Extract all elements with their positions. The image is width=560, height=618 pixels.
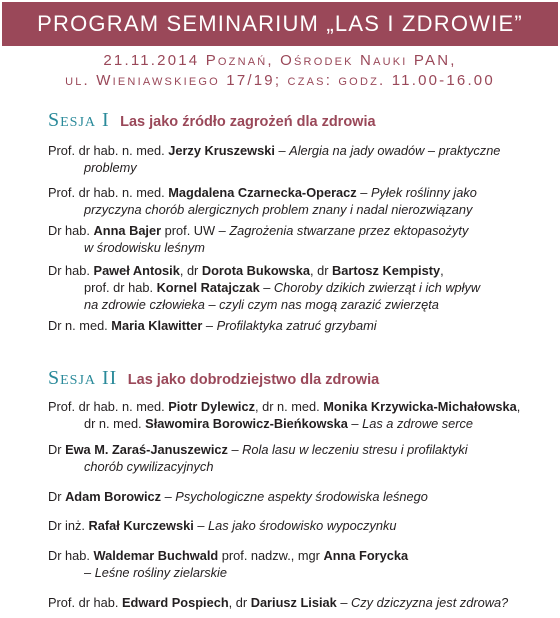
entry-line bbox=[48, 143, 500, 158]
entry-line bbox=[48, 548, 408, 563]
entry-text: Prof. dr hab. n. med. bbox=[48, 143, 169, 158]
program-entry bbox=[48, 142, 548, 176]
title-banner bbox=[2, 2, 558, 46]
speaker-name: Maria Klawitter bbox=[111, 318, 203, 333]
speaker-name: Rafał Kurczewski bbox=[88, 518, 194, 533]
entry-line bbox=[48, 442, 468, 457]
session-heading-2 bbox=[48, 367, 379, 390]
speaker-name: Edward Pospiech bbox=[121, 595, 229, 610]
entry-text: , bbox=[516, 399, 521, 414]
entry-text: Dr hab. bbox=[48, 223, 94, 238]
entry-line bbox=[48, 399, 520, 414]
entry-text: Dr hab. bbox=[48, 548, 94, 563]
program-entry bbox=[48, 488, 548, 505]
entry-text: Prof. dr hab. n. med. bbox=[48, 399, 169, 414]
entry-text: – bbox=[274, 143, 290, 158]
talk-title: Czy dziczyzna jest zdrowa? bbox=[351, 595, 509, 610]
event-date-place: 21.11.2014 Poznań, Ośrodek Nauki PAN, bbox=[103, 52, 457, 69]
program-entry bbox=[48, 222, 548, 256]
program-entry bbox=[48, 547, 548, 581]
entry-text: – bbox=[193, 518, 209, 533]
entry-text: , dr bbox=[309, 263, 333, 278]
entry-text: – bbox=[336, 595, 351, 610]
talk-title: na zdrowie człowieka – czyli czym nas mogą zarazić zwierzęta bbox=[84, 297, 439, 312]
entry-text: , dr bbox=[179, 263, 202, 278]
entry-text: – bbox=[161, 489, 176, 504]
entry-text: dr n. med. bbox=[84, 416, 146, 431]
session-heading-1 bbox=[48, 109, 376, 132]
entry-text: – bbox=[202, 318, 217, 333]
entry-text: prof. nadzw., mgr bbox=[218, 548, 324, 563]
speaker-name: Magdalena Czarnecka-Operacz bbox=[168, 185, 357, 200]
entry-text: Dr n. med. bbox=[48, 318, 112, 333]
entry-text: Prof. dr hab. n. med. bbox=[48, 185, 169, 200]
entry-continuation bbox=[48, 564, 548, 581]
entry-text: , dr n. med. bbox=[254, 399, 324, 414]
entry-text: – bbox=[227, 442, 243, 457]
entry-line bbox=[48, 185, 477, 200]
program-entry bbox=[48, 517, 548, 534]
session-title: Las jako źródło zagrożeń dla zdrowia bbox=[120, 114, 376, 130]
talk-title: Leśne rośliny zielarskie bbox=[94, 565, 227, 580]
speaker-name: Adam Borowicz bbox=[65, 489, 162, 504]
talk-title: Psychologiczne aspekty środowiska leśnego bbox=[175, 489, 428, 504]
program-entry bbox=[48, 317, 548, 334]
entry-text: prof. dr hab. bbox=[84, 280, 157, 295]
entry-line bbox=[48, 489, 428, 504]
speaker-name: Paweł Antosik bbox=[93, 263, 180, 278]
program-entry bbox=[48, 262, 548, 313]
entry-text: Prof. dr hab. bbox=[48, 595, 122, 610]
speaker-name: Kornel Ratajczak bbox=[156, 280, 260, 295]
entry-line bbox=[48, 318, 377, 333]
entry-text: , dr bbox=[228, 595, 251, 610]
event-address-time: ul. Wieniawskiego 17/19; czas: godz. 11.00-16.00 bbox=[65, 72, 495, 89]
entry-continuation bbox=[48, 458, 548, 475]
speaker-name: Bartosz Kempisty bbox=[332, 263, 441, 278]
talk-title: przyczyna chorób alergicznych problem znany i nadal nierozwiązany bbox=[84, 202, 473, 217]
talk-title: Alergia na jady owadów – praktyczne bbox=[289, 143, 501, 158]
entry-continuation bbox=[48, 159, 548, 176]
speaker-name: Anna Bajer bbox=[93, 223, 162, 238]
entry-line bbox=[48, 518, 397, 533]
talk-title: w środowisku leśnym bbox=[84, 240, 205, 255]
entry-text: – bbox=[356, 185, 371, 200]
entry-continuation bbox=[48, 201, 548, 218]
talk-title: Las a zdrowe serce bbox=[362, 416, 474, 431]
speaker-name: Dorota Bukowska bbox=[201, 263, 310, 278]
talk-title: Pyłek roślinny jako bbox=[370, 185, 477, 200]
entry-continuation bbox=[48, 296, 548, 313]
entry-line bbox=[48, 263, 444, 278]
talk-title: Choroby dzikich zwierząt i ich wpływ bbox=[273, 280, 481, 295]
entry-line bbox=[48, 595, 508, 610]
session-label: Sesja I bbox=[48, 109, 110, 131]
page-title: PROGRAM SEMINARIUM „LAS I ZDROWIE” bbox=[37, 11, 523, 36]
talk-title: chorób cywilizacyjnych bbox=[84, 459, 214, 474]
speaker-name: Jerzy Kruszewski bbox=[168, 143, 275, 158]
talk-title: Profilaktyka zatruć grzybami bbox=[216, 318, 377, 333]
program-entry bbox=[48, 441, 548, 475]
speaker-name: Monika Krzywicka-Michałowska bbox=[323, 399, 517, 414]
entry-text: Dr hab. bbox=[48, 263, 94, 278]
entry-text: prof. UW – bbox=[161, 223, 230, 238]
entry-text: – bbox=[347, 416, 363, 431]
speaker-name: Piotr Dylewicz bbox=[168, 399, 255, 414]
talk-title: Zagrożenia stwarzane przez ektopasożyty bbox=[229, 223, 469, 238]
program-entry bbox=[48, 184, 548, 218]
program-entry bbox=[48, 398, 548, 432]
talk-title: Las jako środowisko wypoczynku bbox=[208, 518, 397, 533]
speaker-name: Waldemar Buchwald bbox=[93, 548, 219, 563]
entry-continuation bbox=[48, 239, 548, 256]
speaker-name: Dariusz Lisiak bbox=[250, 595, 337, 610]
entry-text: – bbox=[84, 565, 95, 580]
talk-title: Rola lasu w leczeniu stresu i profilaktyki bbox=[242, 442, 468, 457]
entry-text: Dr inż. bbox=[48, 518, 89, 533]
speaker-name: Ewa M. Zaraś-Januszewicz bbox=[65, 442, 228, 457]
entry-line bbox=[48, 223, 468, 238]
entry-text: – bbox=[259, 280, 274, 295]
speaker-name: Sławomira Borowicz-Bieńkowska bbox=[145, 416, 348, 431]
program-entry bbox=[48, 594, 548, 611]
speaker-name: Anna Forycka bbox=[323, 548, 409, 563]
entry-continuation bbox=[48, 279, 548, 296]
entry-text: , bbox=[440, 263, 444, 278]
session-title: Las jako dobrodziejstwo dla zdrowia bbox=[127, 372, 380, 388]
entry-text: Dr bbox=[48, 442, 66, 457]
talk-title: problemy bbox=[84, 160, 137, 175]
entry-text: Dr bbox=[48, 489, 66, 504]
session-label: Sesja II bbox=[48, 367, 118, 389]
entry-continuation bbox=[48, 415, 548, 432]
